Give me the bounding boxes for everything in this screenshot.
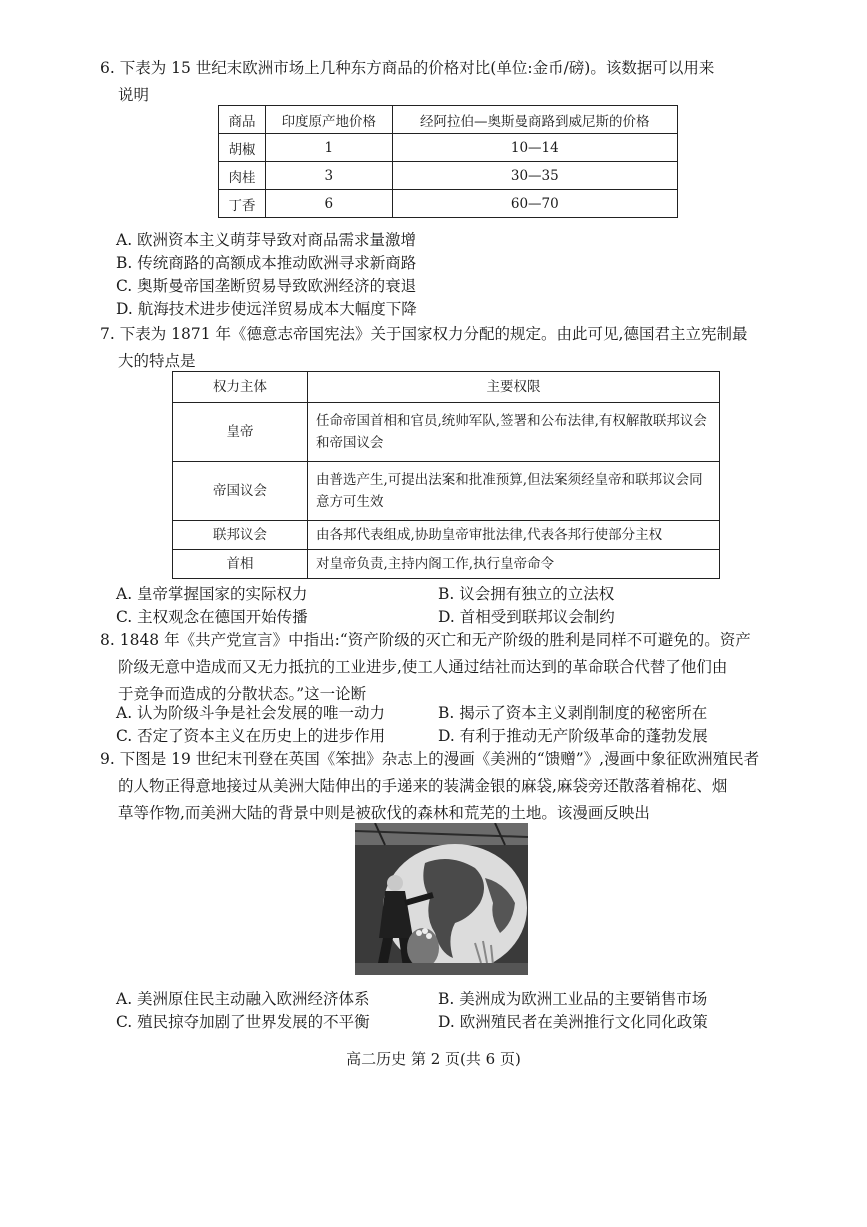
- question-6-option-d: D. 航海技术进步使远洋贸易成本大幅度下降: [116, 300, 417, 318]
- table-cell: 3: [266, 162, 393, 190]
- table-cell: 30—35: [392, 162, 677, 190]
- question-6-option-c: C. 奥斯曼帝国垄断贸易导致欧洲经济的衰退: [116, 277, 417, 295]
- question-6-table: [218, 105, 678, 218]
- question-7-option-d: D. 首相受到联邦议会制约: [438, 608, 615, 626]
- table-cell: 10—14: [392, 134, 677, 162]
- table-cell: 肉桂: [219, 162, 266, 190]
- table-cell: 首相: [173, 550, 308, 579]
- table-row: [173, 521, 720, 550]
- question-6-stem: [100, 55, 780, 109]
- question-9-stem-line: 草等作物,而美洲大陆的背景中则是被砍伐的森林和荒芜的土地。该漫画反映出: [118, 804, 650, 822]
- table-cell: 由普选产生,可提出法案和批准预算,但法案须经皇帝和联邦议会同意方可生效: [308, 462, 720, 521]
- question-9-option-a: A. 美洲原住民主动融入欧洲经济体系: [116, 990, 370, 1008]
- question-7-stem-line: 大的特点是: [118, 352, 196, 370]
- table-header-cell: 印度原产地价格: [266, 106, 393, 134]
- cartoon-image: [355, 823, 528, 975]
- question-9-option-d: D. 欧洲殖民者在美洲推行文化同化政策: [438, 1013, 708, 1031]
- question-9-stem-line: 9. 下图是 19 世纪末刊登在英国《笨拙》杂志上的漫画《美洲的“馈赠”》,漫画中象征欧洲殖民者: [100, 750, 760, 768]
- table-cell: 1: [266, 134, 393, 162]
- table-header-cell: 主要权限: [308, 372, 720, 403]
- question-8-option-d: D. 有利于推动无产阶级革命的蓬勃发展: [438, 727, 708, 745]
- table-cell: 由各邦代表组成,协助皇帝审批法律,代表各邦行使部分主权: [308, 521, 720, 550]
- question-8-stem-line: 于竞争而造成的分散状态。”这一论断: [118, 685, 367, 703]
- question-9-stem-line: 的人物正得意地接过从美洲大陆伸出的手递来的装满金银的麻袋,麻袋旁还散落着棉花、烟: [118, 777, 728, 795]
- table-header-cell: 权力主体: [173, 372, 308, 403]
- table-cell: 对皇帝负责,主持内阁工作,执行皇帝命令: [308, 550, 720, 579]
- question-9-option-b: B. 美洲成为欧洲工业品的主要销售市场: [438, 990, 708, 1008]
- table-cell: 任命帝国首相和官员,统帅军队,签署和公布法律,有权解散联邦议会和帝国议会: [308, 403, 720, 462]
- table-header-cell: 经阿拉伯—奥斯曼商路到威尼斯的价格: [392, 106, 677, 134]
- table-cell: 联邦议会: [173, 521, 308, 550]
- table-cell: 丁香: [219, 190, 266, 218]
- table-row: [173, 403, 720, 462]
- table-row: [219, 190, 678, 218]
- question-7-option-b: B. 议会拥有独立的立法权: [438, 585, 615, 603]
- question-8-option-c: C. 否定了资本主义在历史上的进步作用: [116, 727, 386, 745]
- question-9-option-c: C. 殖民掠夺加剧了世界发展的不平衡: [116, 1013, 370, 1031]
- table-cell: 皇帝: [173, 403, 308, 462]
- table-cell: 6: [266, 190, 393, 218]
- table-header-row: [219, 106, 678, 134]
- question-8-stem-line: 阶级无意中造成而又无力抵抗的工业进步,使工人通过结社而达到的革命联合代替了他们由: [118, 658, 728, 676]
- table-header-row: [173, 372, 720, 403]
- question-6-stem-line: 6. 下表为 15 世纪末欧洲市场上几种东方商品的价格对比(单位:金币/磅)。该数据可以用来: [100, 59, 715, 77]
- table-row: [219, 162, 678, 190]
- page-footer: 高二历史 第 2 页(共 6 页): [346, 1050, 521, 1068]
- question-6-stem-line: 说明: [118, 86, 150, 104]
- question-7-table: [172, 371, 720, 579]
- cartoon-illustration: [355, 823, 528, 975]
- question-6-option-b: B. 传统商路的高额成本推动欧洲寻求新商路: [116, 254, 417, 272]
- question-7-stem: [100, 321, 780, 375]
- question-8-stem: [100, 627, 780, 708]
- table-row: [219, 134, 678, 162]
- question-6-option-a: A. 欧洲资本主义萌芽导致对商品需求量激增: [116, 231, 417, 249]
- table-row: [173, 550, 720, 579]
- table-cell: 60—70: [392, 190, 677, 218]
- table-cell: 胡椒: [219, 134, 266, 162]
- table-row: [173, 462, 720, 521]
- question-7-stem-line: 7. 下表为 1871 年《德意志帝国宪法》关于国家权力分配的规定。由此可见,德国君主立宪制最: [100, 325, 748, 343]
- table-cell: 帝国议会: [173, 462, 308, 521]
- question-8-option-b: B. 揭示了资本主义剥削制度的秘密所在: [438, 704, 708, 722]
- table-header-cell: 商品: [219, 106, 266, 134]
- question-8-stem-line: 8. 1848 年《共产党宣言》中指出:“资产阶级的灭亡和无产阶级的胜利是同样不可避免的。资产: [100, 631, 751, 649]
- question-8-option-a: A. 认为阶级斗争是社会发展的唯一动力: [116, 704, 386, 722]
- question-7-option-c: C. 主权观念在德国开始传播: [116, 608, 308, 626]
- question-9-stem: [100, 746, 780, 827]
- question-7-option-a: A. 皇帝掌握国家的实际权力: [116, 585, 308, 603]
